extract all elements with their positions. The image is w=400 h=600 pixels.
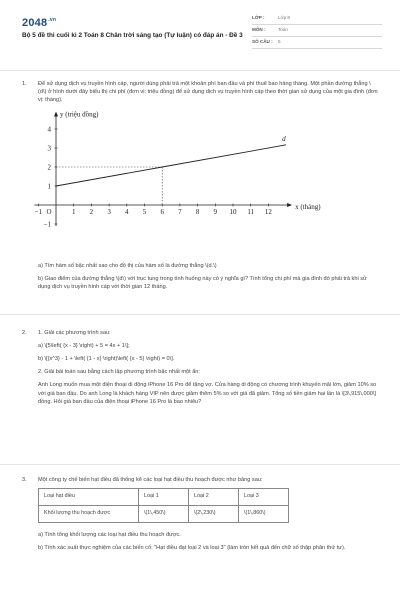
meta-value: Toán xyxy=(278,27,288,33)
question-1-parts xyxy=(22,262,378,296)
question-number: 1. xyxy=(22,81,27,87)
x-tick-label: 2 xyxy=(89,208,94,216)
y-tick-label: 2 xyxy=(47,163,51,172)
line-d-label: d xyxy=(282,134,286,143)
x-tick-label: 1 xyxy=(71,208,76,216)
equation-b: b) \[{x^3} - 1 + \left( {1 - x} \right)\left( {x - 5} \right) = 0\]. xyxy=(38,356,175,363)
meta-row-class xyxy=(252,13,382,25)
equation-a: a) \[5\left( {x - 3} \right) + 5 = 4x + 1\]; xyxy=(38,343,130,350)
question-text: Một công ty chế biến hạt điều đã thống kê các loại hạt điều thu hoạch được như bảng sau: xyxy=(38,477,263,483)
y-tick-label: −1 xyxy=(43,220,51,229)
question-number: 3. xyxy=(22,477,27,483)
table-row xyxy=(39,506,289,523)
x-tick-label: 6 xyxy=(160,208,164,216)
document-header xyxy=(22,10,382,62)
x-tick-label: 3 xyxy=(107,208,111,216)
question-divider xyxy=(0,464,400,465)
question-subheading: 1. Giải các phương trình sau: xyxy=(38,330,111,336)
y-axis-label: y (triệu đồng) xyxy=(60,110,99,119)
x-tick-label: 12 xyxy=(264,208,272,216)
table-cell: \(2\,230\) xyxy=(189,506,239,523)
table-header-row xyxy=(39,489,289,506)
y-tick-label: 1 xyxy=(47,182,51,191)
x-tick-label: 9 xyxy=(213,208,218,216)
x-axis-label: x (tháng) xyxy=(295,203,321,211)
x-tick-label: 7 xyxy=(178,208,182,216)
header-divider xyxy=(0,70,400,71)
question-number: 2. xyxy=(22,330,27,336)
table-cell: Loại hạt điều xyxy=(39,489,139,506)
document-meta xyxy=(252,13,382,49)
question-1 xyxy=(22,80,378,108)
question-part-b: b) Tính xác suất thực nghiệm của các biến cố: "Hạt điều đạt loại 2 và loại 3" (làm tròn kết quả đến chữ số thập phân thứ tư). xyxy=(38,545,346,552)
meta-row-subject xyxy=(252,25,382,37)
x-tick-label: 4 xyxy=(125,208,129,216)
site-logo[interactable]: $2048^{.vn}$ xyxy=(22,17,57,29)
document-title: Bộ 5 đề thi cuối kì 2 Toán 8 Chân trời sáng tạo (Tự luận) có đáp án - Đề 3 xyxy=(22,32,243,39)
question-2 xyxy=(22,329,378,410)
meta-value: Lớp 8 xyxy=(278,15,290,21)
y-tick-label: 4 xyxy=(47,125,51,134)
question-divider xyxy=(0,314,400,315)
question-part-a: a) Tính tổng khối lượng các loại hạt điều thu hoạch được. xyxy=(38,532,181,539)
x-tick-label: 5 xyxy=(142,208,147,216)
x-tick-label: 11 xyxy=(247,208,255,216)
x-tick-label: −1 xyxy=(34,208,43,216)
table-cell: \(1\,860\) xyxy=(239,506,289,523)
y-axis-arrow xyxy=(54,112,58,117)
meta-key: LỚP : xyxy=(252,15,265,21)
origin-label: O xyxy=(46,208,52,216)
line-graph xyxy=(32,110,392,252)
x-axis-arrow xyxy=(287,203,292,207)
meta-key: SỐ CÂU : xyxy=(252,39,273,45)
table-cell: Khối lượng thu hoạch được xyxy=(39,506,139,523)
question-part-b: b) Giao điểm của đường thẳng \(d\) với trục tung trong tình huống này có ý nghĩa gì? Tính tổng chi phí mà gia đình đó phải trả khi sử dụng dịch vụ truyền hình cáp với thời gian 12 tháng. xyxy=(38,276,367,291)
harvest-table xyxy=(38,488,289,523)
x-tick-label: 10 xyxy=(229,208,237,216)
question-subheading: 2. Giải bài toán sau bằng cách lập phương trình bậc nhất một ẩn: xyxy=(38,369,200,376)
x-tick-label: 8 xyxy=(195,208,200,216)
meta-row-count xyxy=(252,37,382,49)
table-cell: Loại 3 xyxy=(239,489,289,506)
question-part-a: a) Tìm hàm số bậc nhất sao cho đồ thị của hàm số là đường thẳng \(d.\) xyxy=(38,263,217,269)
line-d xyxy=(56,145,286,186)
meta-key: MÔN : xyxy=(252,27,266,33)
table-cell: Loại 2 xyxy=(189,489,239,506)
question-text: Để sử dụng dịch vụ truyền hình cáp, người dùng phải trả một khoản phí ban đầu và phí thuê bao hàng tháng. Một phần đường thẳng \(d\) ở hình dưới đây biểu thị chi phí (đơn vị: triệu đồng) để sử dụng dịch vụ truyền hình cáp theo thời gian sử dụng của một gia đình (đơn vị: tháng). xyxy=(38,81,378,104)
y-tick-label: 3 xyxy=(47,144,51,153)
table-cell: Loại 1 xyxy=(139,489,189,506)
question-text: Anh Long muốn mua một điện thoại di động iPhone 16 Pro để tặng vợ. Cửa hàng di động có chương trình khuyến mãi lớn, giảm 10% so với giá ban đầu. Do anh Long là khách hàng VIP nên được giảm thêm 5% so với giá đã giảm. Tổng số tiền giảm hai lần là \[3\,915\,000\] đồng. Hỏi giá ban đầu của điện thoại iPhone 16 Pro là bao nhiêu? xyxy=(38,382,377,405)
meta-value: 5 xyxy=(278,39,281,45)
table-cell: \(1\,450\) xyxy=(139,506,189,523)
question-3 xyxy=(22,476,378,557)
